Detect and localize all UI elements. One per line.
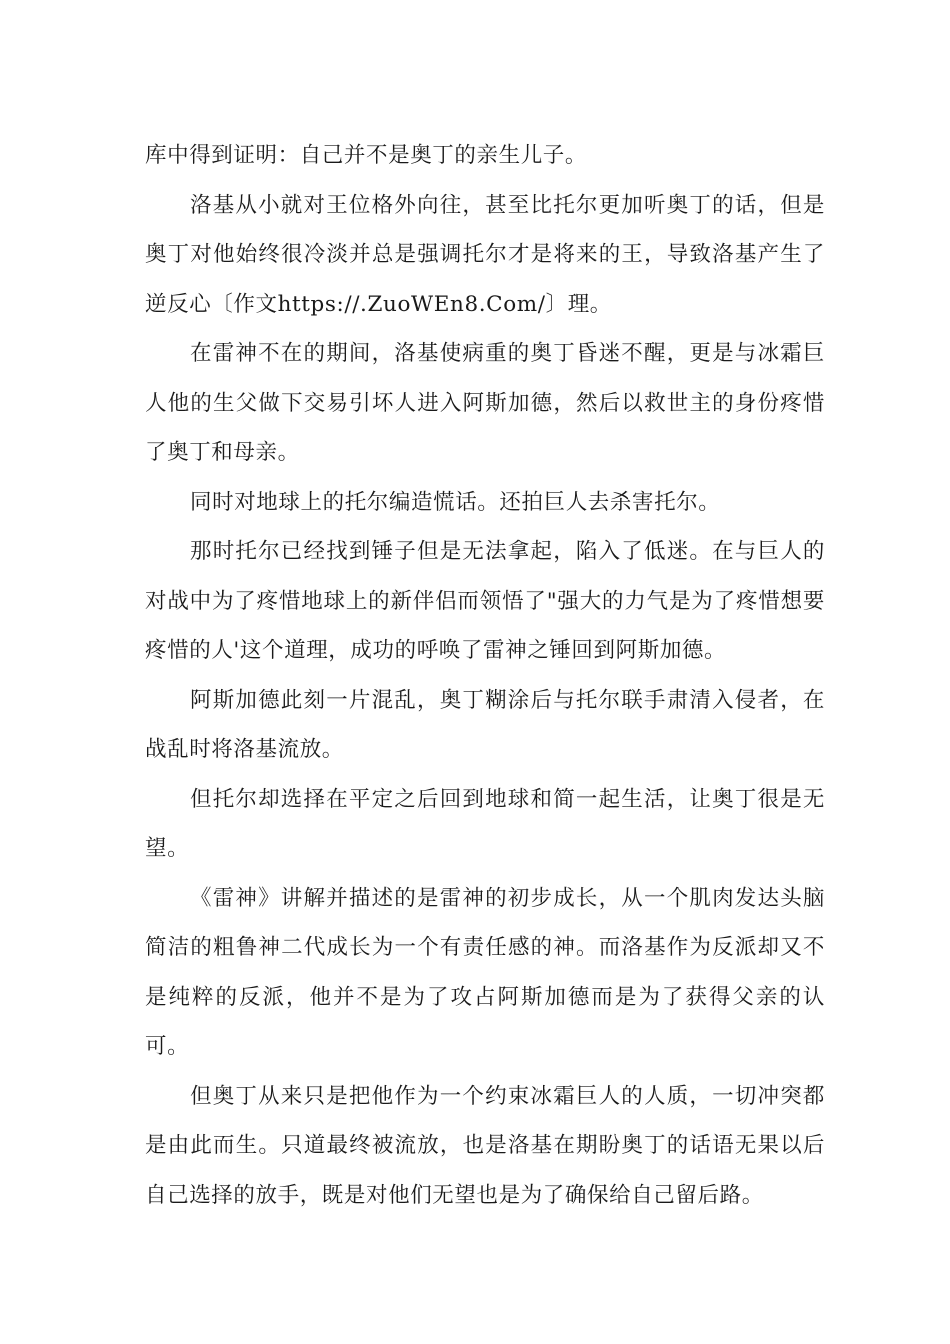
paragraph: 洛基从小就对王位格外向往，甚至比托尔更加听奥丁的话，但是奥丁对他始终很冷淡并总是强调托尔才是将来的王，导致洛基产生了逆反心〔作文https://.ZuoWEn8.Com/〕理。 <box>145 192 825 317</box>
document-body <box>145 131 825 1220</box>
paragraph-continuation: 库中得到证明：自己并不是奥丁的亲生儿子。 <box>145 143 588 168</box>
paragraph: 但托尔却选择在平定之后回到地球和简一起生活，让奥丁很是无望。 <box>145 786 825 861</box>
paragraph: 那时托尔已经找到锤子但是无法拿起，陷入了低迷。在与巨人的对战中为了疼惜地球上的新伴侣而领悟了"强大的力气是为了疼惜想要疼惜的人'这个道理，成功的呼唤了雷神之锤回到阿斯加德。 <box>145 539 825 663</box>
paragraph: 阿斯加德此刻一片混乱，奥丁糊涂后与托尔联手肃清入侵者，在战乱时将洛基流放。 <box>145 687 825 762</box>
paragraph: 《雷神》讲解并描述的是雷神的初步成长，从一个肌肉发达头脑简洁的粗鲁神二代成长为一个有责任感的神。而洛基作为反派却又不是纯粹的反派，他并不是为了攻占阿斯加德而是为了获得父亲的认可。 <box>145 885 825 1059</box>
paragraph: 但奥丁从来只是把他作为一个约束冰霜巨人的人质，一切冲突都是由此而生。只道最终被流放，也是洛基在期盼奥丁的话语无果以后自己选择的放手，既是对他们无望也是为了确保给自己留后路。 <box>145 1083 825 1208</box>
paragraph: 在雷神不在的期间，洛基使病重的奥丁昏迷不醒，更是与冰霜巨人他的生父做下交易引坏人进入阿斯加德，然后以救世主的身份疼惜了奥丁和母亲。 <box>145 341 825 465</box>
paragraph: 同时对地球上的托尔编造慌话。还拍巨人去杀害托尔。 <box>190 489 721 515</box>
